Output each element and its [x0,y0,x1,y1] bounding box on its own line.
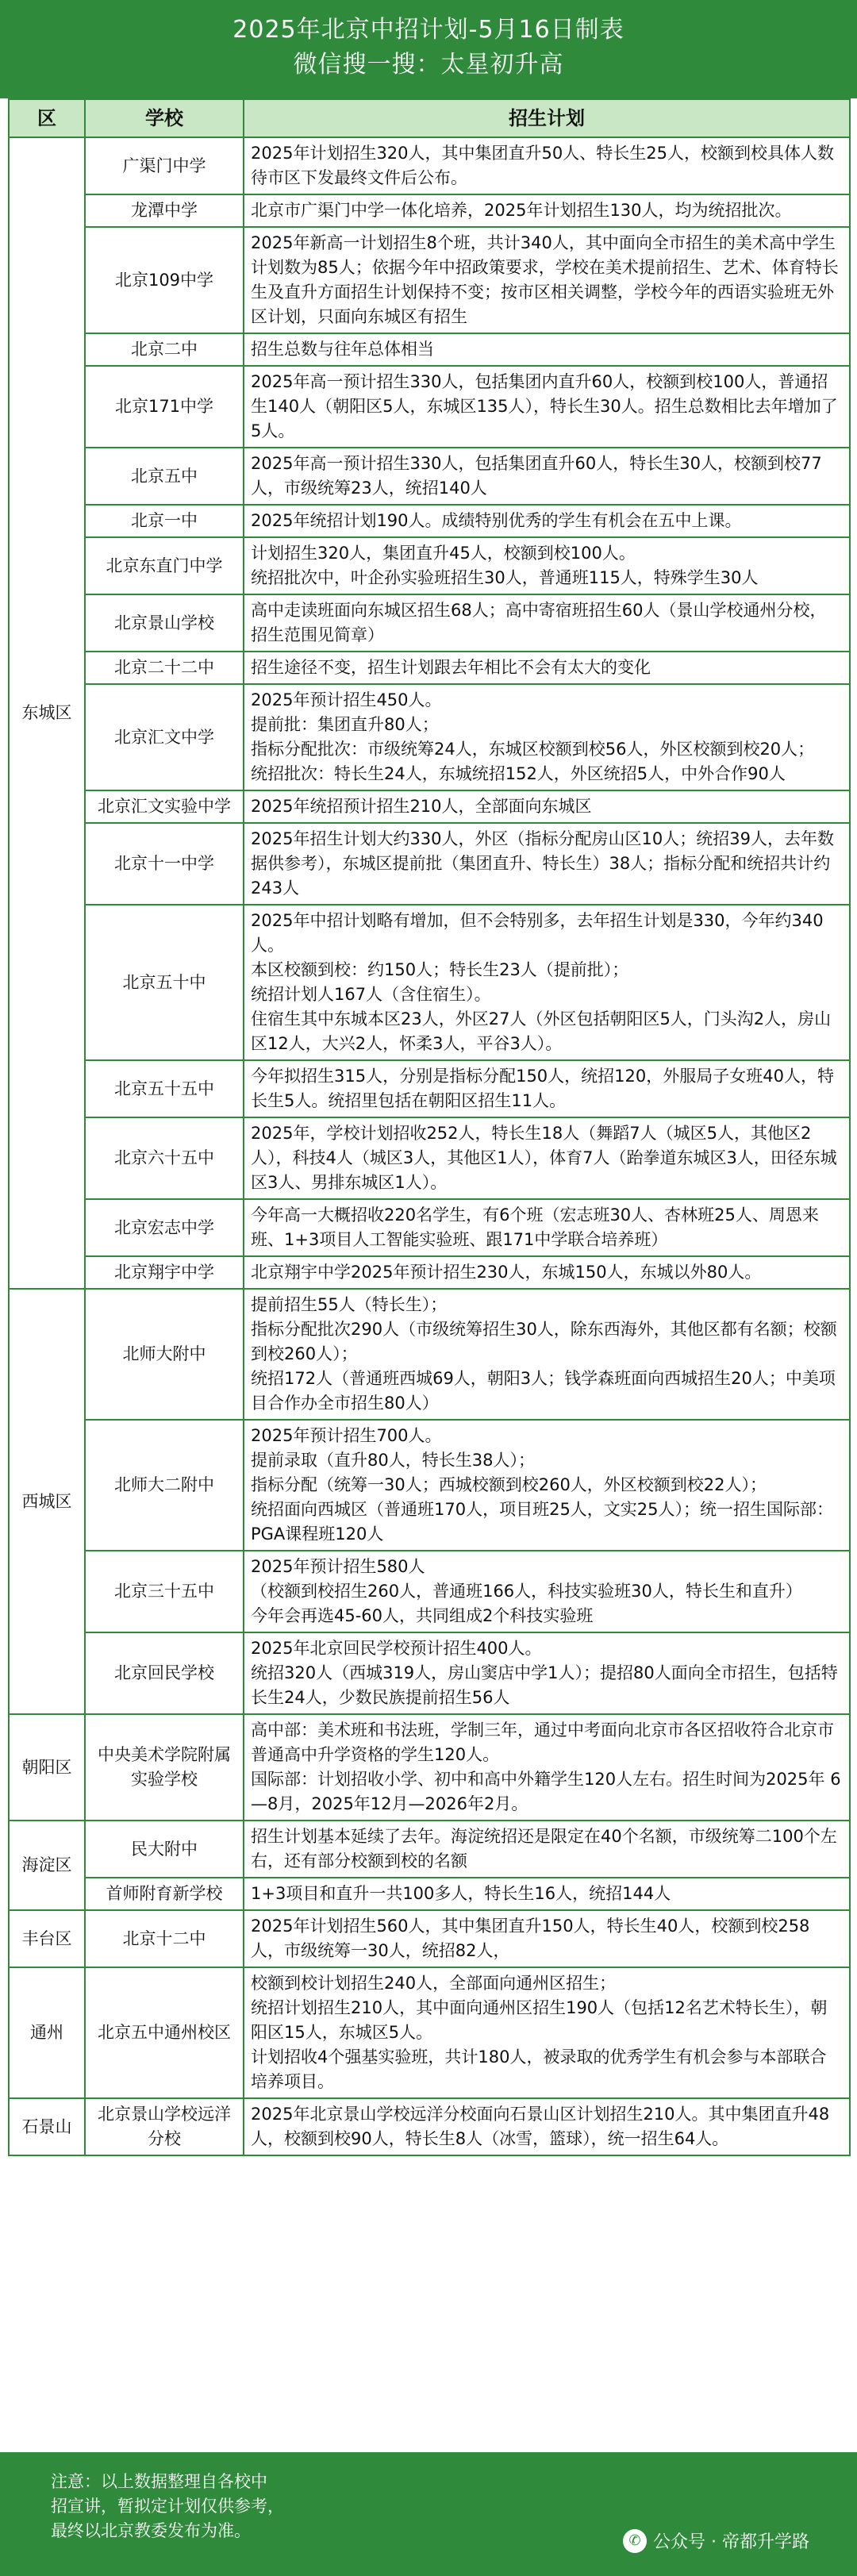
district-cell: 西城区 [9,1289,85,1714]
footer-brand-text: 公众号 · 帝都升学路 [653,2532,809,2552]
page-subtitle: 微信搜一搜：太星初升高 [293,51,564,79]
column-header-plan: 招生计划 [244,99,850,137]
plan-cell: 2025年计划招生320人，其中集团直升50人、特长生25人，校额到校具体人数待市区下发最终文件后公布。 [244,137,850,194]
table-row [9,2098,850,2155]
plan-cell: 2025年预计招生700人。 提前录取（直升80人，特长生38人）； 指标分配（统筹一30人；西城校额到校260人，外区校额到校22人）； 统招面向西城区（普通班170人，项目班25人，文实25人）；统一招生国际部：PGA课程班120人 [244,1420,850,1551]
school-cell: 北京汇文实验中学 [85,790,244,823]
plan-cell: 北京市广渠门中学一体化培养，2025年计划招生130人，均为统招批次。 [244,194,850,227]
plan-cell: 2025年高一预计招生330人，包括集团内直升60人，校额到校100人，普通招生140人（朝阳区5人，东城区135人），特长生30人。招生总数相比去年增加了5人。 [244,366,850,448]
plan-cell: 高中走读班面向东城区招生68人；高中寄宿班招生60人（景山学校通州分校，招生范围见简章） [244,594,850,652]
plan-cell: 2025年中招计划略有增加，但不会特别多，去年招生计划是330，今年约340人。 本区校额到校：约150人；特长生23人（提前批）； 统招计划人167人（含住宿生）。 住宿生其中东城本区23人，外区27人（外区包括朝阳区5人，门头沟2人，房山区12人，大兴2人，怀柔3人，平谷3人）。 [244,905,850,1060]
plan-cell: 计划招生320人，集团直升45人，校额到校100人。 统招批次中，叶企孙实验班招生30人，普通班115人，特殊学生30人 [244,537,850,594]
school-cell: 北京六十五中 [85,1117,244,1199]
school-cell: 北京五中 [85,448,244,505]
school-cell: 中央美术学院附属实验学校 [85,1714,244,1821]
table-row [9,1878,850,1910]
school-cell: 民大附中 [85,1821,244,1878]
table-row [9,1420,850,1551]
plan-cell: 今年拟招生315人，分别是指标分配150人，统招120，外服局子女班40人，特长生5人。统招里包括在朝阳区招生11人。 [244,1060,850,1117]
plan-cell: 2025年招生计划大约330人，外区（指标分配房山区10人；统招39人，去年数据供参考），东城区提前批（集团直升、特长生）38人；指标分配和统招共计约243人 [244,823,850,905]
school-cell: 北京回民学校 [85,1632,244,1714]
table-row [9,1714,850,1821]
district-cell: 石景山 [9,2098,85,2155]
school-cell: 北京十一中学 [85,823,244,905]
table-row [9,1060,850,1117]
table-row [9,1632,850,1714]
table-row [9,652,850,684]
table-row [9,684,850,790]
admission-plan-table [8,98,851,2156]
district-cell: 通州 [9,1967,85,2098]
school-cell: 首师附育新学校 [85,1878,244,1910]
school-cell: 北京三十五中 [85,1551,244,1632]
table-row [9,1967,850,2098]
table-header-row [9,99,850,137]
district-cell: 朝阳区 [9,1714,85,1821]
plan-cell: 提前招生55人（特长生）； 指标分配批次290人（市级统筹招生30人，除东西海外，其他区都有名额；校额到校260人）； 统招172人（普通班西城69人，朝阳3人；钱学森班面向西城招生20人；中美项目合作办全市招生80人） [244,1289,850,1420]
plan-cell: 北京翔宇中学2025年预计招生230人，东城150人，东城以外80人。 [244,1256,850,1289]
table-row [9,194,850,227]
plan-cell: 1+3项目和直升一共100多人，特长生16人，统招144人 [244,1878,850,1910]
school-cell: 北京东直门中学 [85,537,244,594]
plan-cell: 2025年预计招生580人 （校额到校招生260人，普通班166人，科技实验班30人，特长生和直升） 今年会再选45-60人，共同组成2个科技实验班 [244,1551,850,1632]
table-row [9,448,850,505]
plan-cell: 2025年，学校计划招收252人，特长生18人（舞蹈7人（城区5人，其他区2人），科技4人（城区3人，其他区1人），体育7人（跆拳道东城区3人，田径东城区3人、男排东城区1人）。 [244,1117,850,1199]
plan-cell: 2025年计划招生560人，其中集团直升150人，特长生40人，校额到校258人，市级统筹一30人，统招82人， [244,1910,850,1967]
table-row [9,1551,850,1632]
school-cell: 北京景山学校 [85,594,244,652]
school-cell: 北师大二附中 [85,1420,244,1551]
table-row [9,1910,850,1967]
footer-note: 注意：以上数据整理自各校中 招宣讲，暂拟定计划仅供参考， 最终以北京教委发布为准。 [51,2472,284,2540]
school-cell: 北京景山学校远洋分校 [85,2098,244,2155]
plan-cell: 2025年统招计划190人。成绩特别优秀的学生有机会在五中上课。 [244,505,850,537]
table-row [9,137,850,194]
district-cell: 海淀区 [9,1821,85,1910]
plan-cell: 今年高一大概招收220名学生，有6个班（宏志班30人、杏林班25人、周恩来班、1+3项目人工智能实验班、跟171中学联合培养班） [244,1199,850,1256]
table-row [9,1289,850,1420]
school-cell: 北京十二中 [85,1910,244,1967]
plan-cell: 2025年高一预计招生330人，包括集团直升60人，特长生30人，校额到校77人，市级统筹23人，统招140人 [244,448,850,505]
school-cell: 北京171中学 [85,366,244,448]
school-cell: 北京二中 [85,333,244,366]
district-cell: 丰台区 [9,1910,85,1967]
school-cell: 北京翔宇中学 [85,1256,244,1289]
footer-brand [623,2528,809,2553]
column-header-district: 区 [9,99,85,137]
school-cell: 北京五十五中 [85,1060,244,1117]
plan-cell: 校额到校计划招生240人，全部面向通州区招生； 统招计划招生210人，其中面向通州区招生190人（包括12名艺术特长生），朝阳区15人，东城区5人。 计划招收4个强基实验班，共计180人，被录取的优秀学生有机会参与本部联合培养项目。 [244,1967,850,2098]
school-cell: 北京五十中 [85,905,244,1060]
table-row [9,366,850,448]
plan-cell: 2025年新高一计划招生8个班，共计340人，其中面向全市招生的美术高中学生计划数为85人；依据今年中招政策要求，学校在美术提前招生、艺术、体育特长生及直升方面招生计划保持不变；按市区相关调整，学校今年的西语实验班无外区计划，只面向东城区有招生 [244,227,850,333]
table-row [9,790,850,823]
plan-cell: 高中部：美术班和书法班，学制三年，通过中考面向北京市各区招收符合北京市普通高中升学资格的学生120人。 国际部：计划招收小学、初中和高中外籍学生120人左右。招生时间为2025年 6—8月，2025年12月—2026年2月。 [244,1714,850,1821]
school-cell: 龙潭中学 [85,194,244,227]
column-header-school: 学校 [85,99,244,137]
school-cell: 北师大附中 [85,1289,244,1420]
school-cell: 北京汇文中学 [85,684,244,790]
table-row [9,905,850,1060]
school-cell: 北京五中通州校区 [85,1967,244,2098]
plan-cell: 2025年北京景山学校远洋分校面向石景山区计划招生210人。其中集团直升48人，校额到校90人，特长生8人（冰雪，篮球），统一招生64人。 [244,2098,850,2155]
table-row [9,1256,850,1289]
plan-cell: 2025年北京回民学校预计招生400人。 统招320人（西城319人，房山窦店中学1人）；提招80人面向全市招生，包括特长生24人，少数民族提前招生56人 [244,1632,850,1714]
table-row [9,1199,850,1256]
page-title: 2025年北京中招计划-5月16日制表 [233,16,624,44]
table-row [9,823,850,905]
plan-cell: 招生途径不变，招生计划跟去年相比不会有太大的变化 [244,652,850,684]
table-row [9,594,850,652]
district-cell: 东城区 [9,137,85,1289]
school-cell: 北京宏志中学 [85,1199,244,1256]
school-cell: 北京二十二中 [85,652,244,684]
table-row [9,333,850,366]
footer [0,2452,857,2576]
school-cell: 北京一中 [85,505,244,537]
table-row [9,1117,850,1199]
plan-cell: 招生总数与往年总体相当 [244,333,850,366]
table-row [9,1821,850,1878]
wechat-icon: ✆ [623,2529,647,2553]
plan-cell: 招生计划基本延续了去年。海淀统招还是限定在40个名额，市级统筹二100个左右，还有部分校额到校的名额 [244,1821,850,1878]
table-row [9,537,850,594]
table-row [9,227,850,333]
school-cell: 北京109中学 [85,227,244,333]
table-row [9,505,850,537]
plan-cell: 2025年统招预计招生210人，全部面向东城区 [244,790,850,823]
school-cell: 广渠门中学 [85,137,244,194]
plan-cell: 2025年预计招生450人。 提前批：集团直升80人； 指标分配批次：市级统筹24人，东城区校额到校56人，外区校额到校20人； 统招批次：特长生24人，东城统招152人，外区统招5人，中外合作90人 [244,684,850,790]
table-body [9,137,850,2155]
header [0,0,857,98]
